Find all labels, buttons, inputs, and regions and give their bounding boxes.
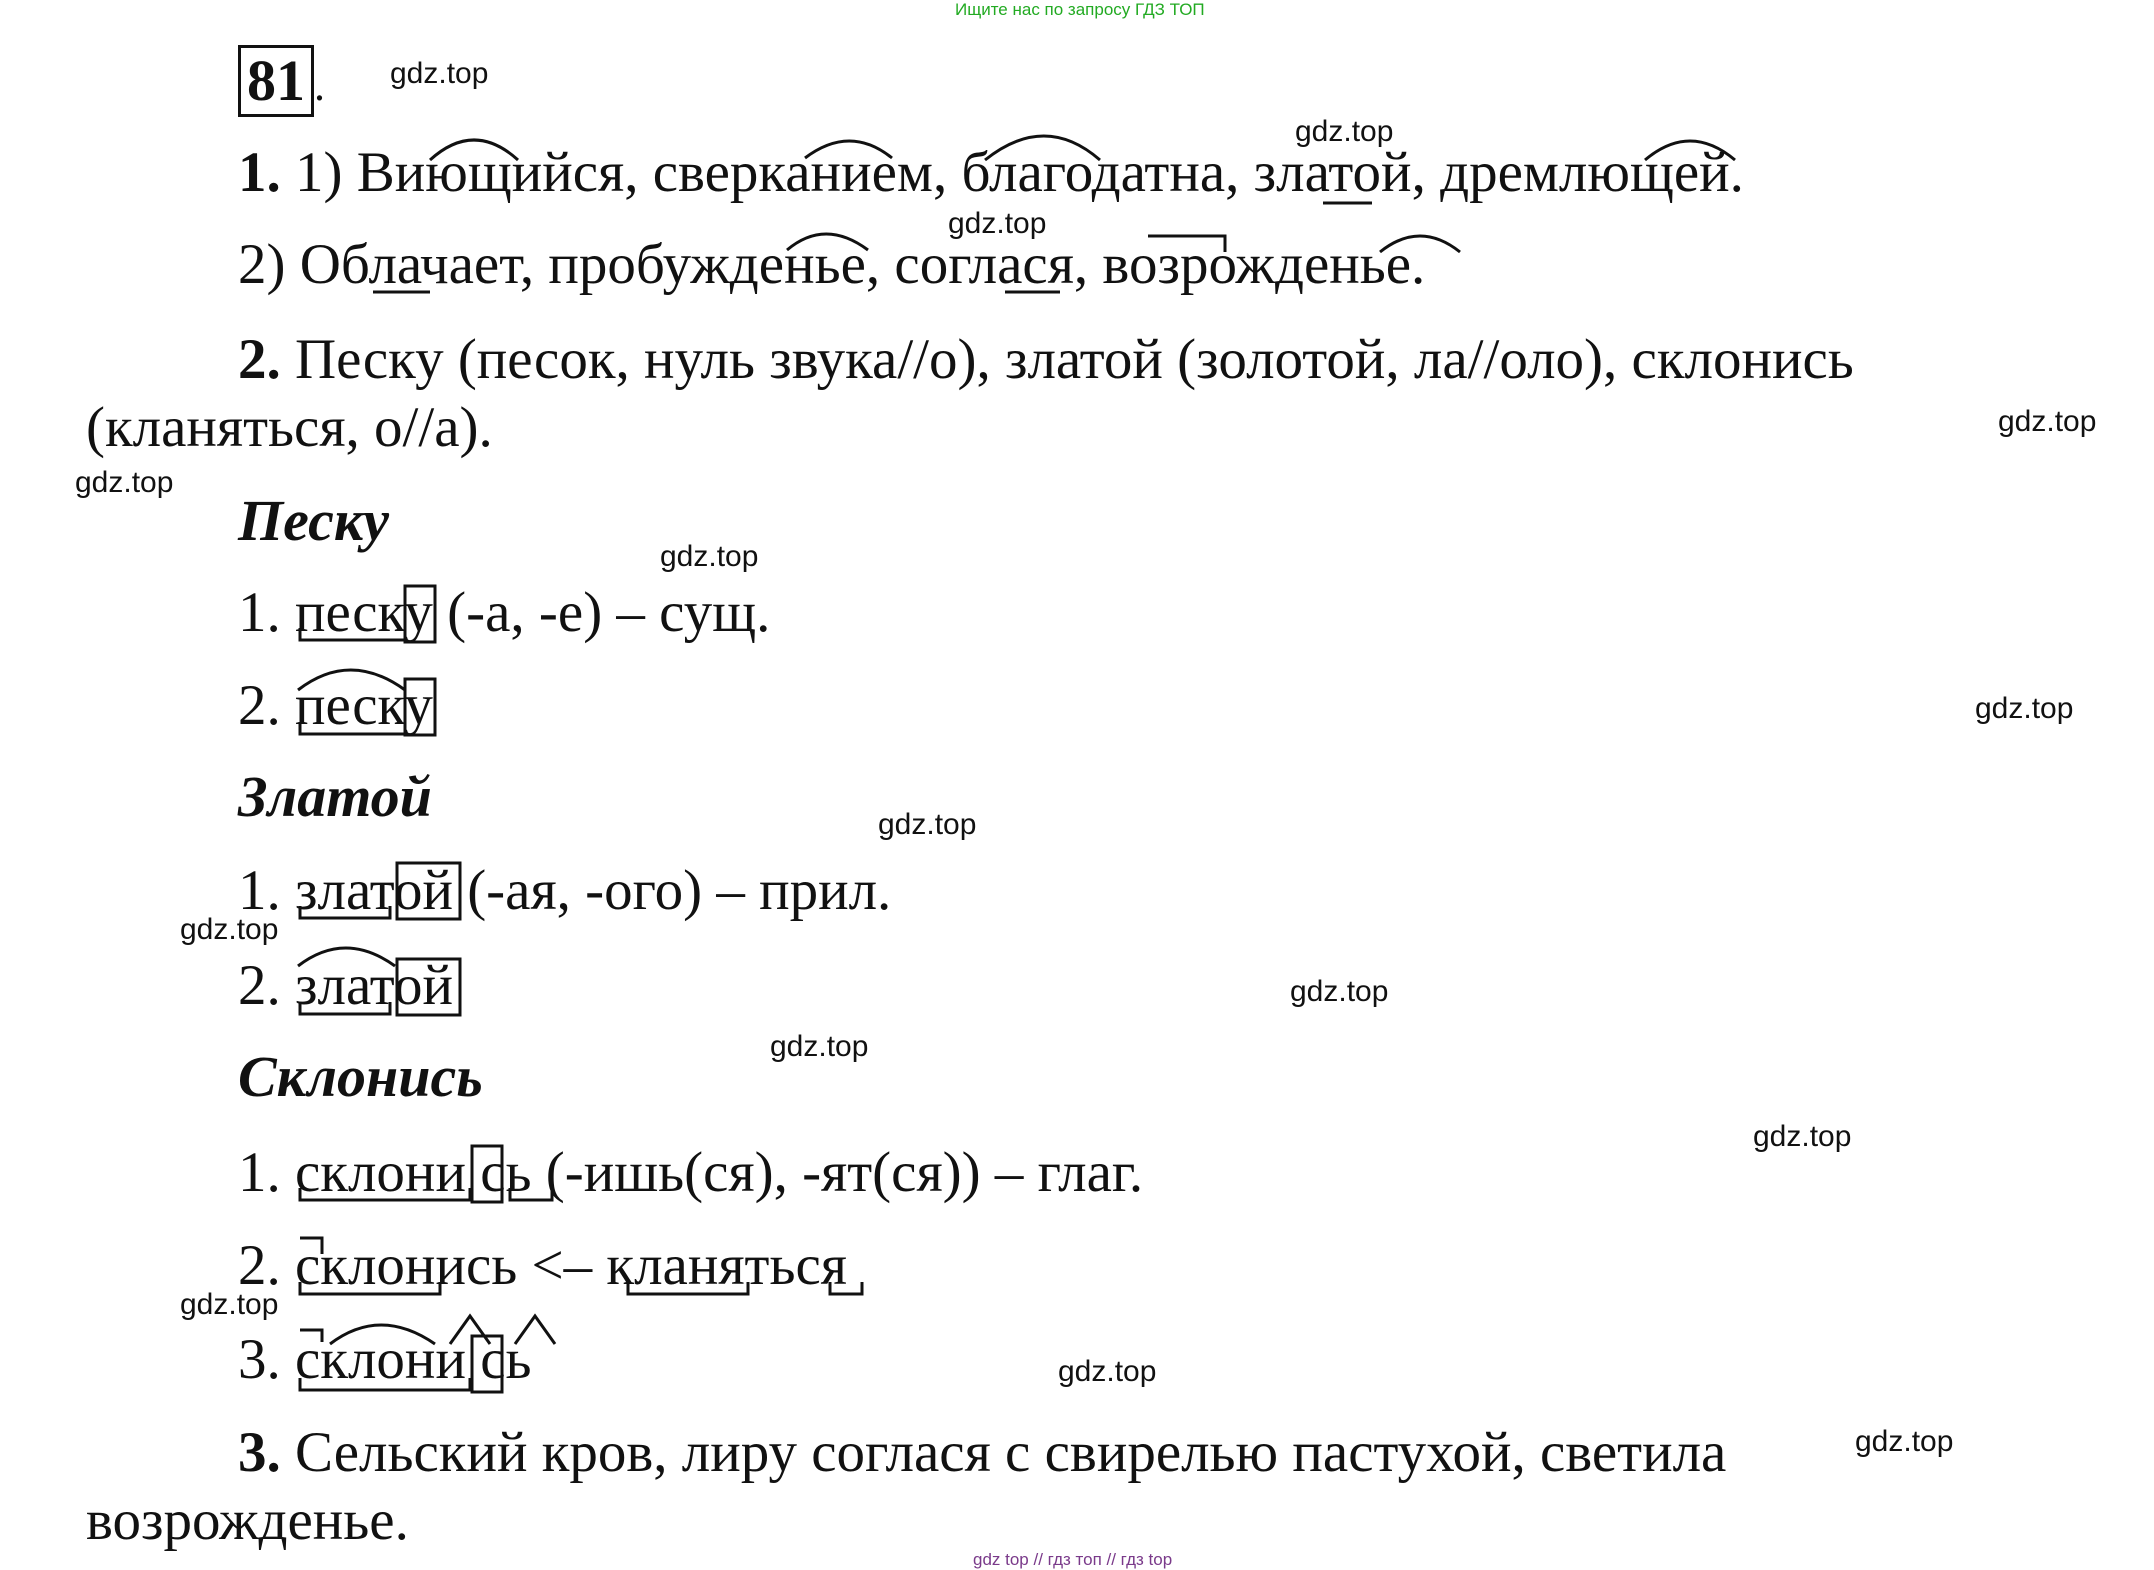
section1-line1 [238,140,1744,206]
exercise-number-box [238,45,314,117]
section3-line1 [238,1420,1726,1486]
section2-line1 [238,327,1854,393]
section3-line2: возрожденье. [86,1489,409,1552]
sklonis-row-1: 1. склони сь (-ишь(ся), -ят(ся)) – глаг. [238,1141,1144,1204]
section2-line2: (кланяться, о//а). [86,396,493,459]
search-hint: Ищите нас по запросу ГДЗ ТОП [955,0,1205,19]
heading-sklonis: Склонись [238,1044,483,1109]
watermark: gdz.top [390,57,489,90]
sklonis-row-3: 3. склони сь [238,1328,532,1391]
section2-label: 2. [238,328,281,391]
section1-line2: 2) Облачает, пробужденье, соглася, возрожденье. [238,233,1426,296]
exercise-number [238,45,325,117]
section1-label: 1. [238,141,281,204]
zlatoy-row-2: 2. златой [238,954,453,1017]
watermark: gdz.top [1295,115,1394,148]
section2-text1: Песку (песок, нуль звука//о), златой (золотой, ла//оло), склонись [295,328,1854,391]
section3-label: 3. [238,1421,281,1484]
watermark: gdz.top [1290,975,1389,1008]
watermark: gdz.top [180,913,279,946]
watermark: gdz.top [660,540,759,573]
watermark: gdz.top [878,808,977,841]
section1-text1: 1) Виющийся, сверканием, благодатна, златой, дремлющей. [295,141,1744,204]
watermark: gdz.top [1998,405,2097,438]
watermark: gdz.top [1753,1120,1852,1153]
exercise-number-dot: . [314,61,325,110]
watermark: gdz.top [770,1030,869,1063]
watermark: gdz.top [1975,692,2074,725]
pesku-row-2: 2. песку [238,674,433,737]
watermark: gdz.top [75,466,174,499]
watermark: gdz.top [180,1288,279,1321]
watermark: gdz.top [1855,1425,1954,1458]
sklonis-row-2: 2. склонись <– кланяться [238,1234,847,1297]
pesku-row-1: 1. песку (-а, -е) – сущ. [238,581,771,644]
watermark: gdz.top [948,207,1047,240]
watermark: gdz.top [1058,1355,1157,1388]
heading-pesku: Песку [238,488,389,553]
heading-zlatoy: Златой [238,764,432,829]
exercise-number-text: 81 [247,48,305,113]
footer-links: gdz top // гдз топ // гдз top [973,1550,1173,1569]
zlatoy-row-1: 1. златой (-ая, -ого) – прил. [238,859,892,922]
section3-text1: Сельский кров, лиру соглася с свирелью пастухой, светила [295,1421,1727,1484]
